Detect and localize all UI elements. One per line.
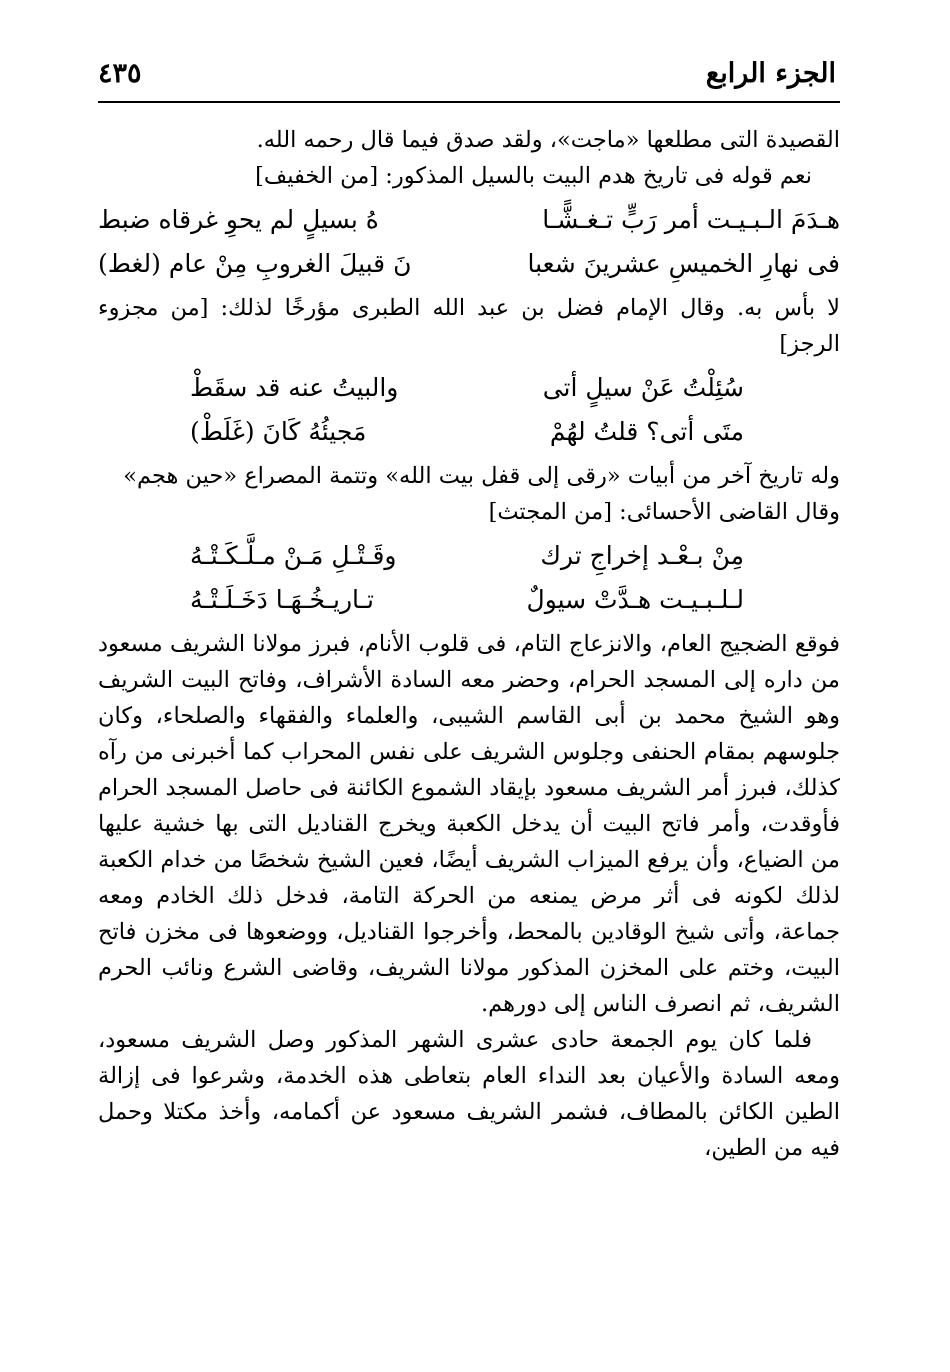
page-header [98,58,836,98]
hemistich-first: متَى أتى؟ قلتُ لهُمْ [549,417,744,446]
hemistich-second: هُ بسيلٍ لم يحوِ غرقاه ضبط [98,205,379,234]
hemistich-second: والبيتُ عنه قد سقَطْ [190,373,399,402]
poem-3 [98,534,840,622]
poem-2 [98,366,840,454]
poem-line [98,242,840,286]
paragraph-5-text: وقال القاضى الأحسائى: [619,499,840,525]
meter-label-khafif: [من الخفيف] [255,163,379,189]
paragraph-7: فلما كان يوم الجمعة حادى عشرى الشهر المذكور وصل الشريف مسعود، ومعه السادة والأعيان بعد النداء العام بتعاطى هذه الخدمة، وشرعوا فى إزالة الطين الكائن بالمطاف، فشمر الشريف مسعود عن أكمامه، وأخذ مكتلا وحمل فيه من الطين، [98,1027,840,1161]
poem-1 [98,198,840,286]
poem-line [98,410,840,454]
poem-line [98,198,840,242]
hemistich-second: وقَـتْـلِ مَـنْ مـلَّـكَـتْـهُ [190,541,397,570]
hemistich-first: لـلـبـيـت هـدَّتْ سيولٌ [526,585,744,614]
running-head: الجزء الرابع [705,58,836,89]
hemistich-first: مِنْ بـعْـد إخراجِ ترك [540,541,744,570]
paragraph-4: وله تاريخ آخر من أبيات «رقى إلى قفل بيت الله» وتتمة المصراع «حين هجم» [123,463,840,489]
hemistich-second: نَ قبيلَ الغروبِ مِنْ عام (لغط) [98,249,412,278]
hemistich-second: مَجيئُهُ كَانَ (غَلَطْ) [190,417,367,446]
hemistich-first: سُئِلْتُ عَنْ سيلٍ أتى [542,373,744,402]
paragraph-2-text: نعم قوله فى تاريخ هدم البيت بالسيل المذكور: [385,163,812,189]
hemistich-first: فى نهارِ الخميسِ عشرينَ شعبا [527,249,840,278]
paragraph-5 [98,494,840,530]
poem-line [98,366,840,410]
hemistich-second: تـاريـخُـهَـا دَخَـلَـتْـهُ [190,585,374,614]
paragraph-6: فوقع الضجيج العام، والانزعاج التام، فى قلوب الأنام، فبرز مولانا الشريف مسعود من داره إلى المسجد الحرام، وحضر معه السادة الأشراف، وفاتح البيت الشريف وهو الشيخ محمد بن أبى القاسم الشيبى، والعلماء والفقهاء والصلحاء، وكان جلوسهم بمقام الحنفى وجلوس الشريف على نفس المحراب كما أخبرنى من رآه كذلك، فبرز أمر الشريف مسعود بإيقاد الشموع الكائنة فى حاصل المسجد الحرام فأوقدت، وأمر فاتح البيت أن يدخل الكعبة ويخرج القناديل التى بها خشية عليها من الضياع، وأن يرفع الميزاب الشريف أيضًا، فعين الشيخ شخصًا من خدام الكعبة لذلك لكونه فى أثر مرض يمنعه من الحركة التامة، فدخل ذلك الخادم ومعه جماعة، وأتى شيخ الوقادين بالمحط، وأخرجوا القناديل، ووضعوها فى مخزن فاتح البيت، وختم على المخزن المذكور مولانا الشريف، وقاضى الشرع ونائب الحرم الشريف، ثم انصرف الناس إلى دورهم. [98,631,840,1017]
page-number: ٤٣٥ [98,58,142,89]
header-rule [98,101,840,103]
poem-line [98,578,840,622]
poem-line [98,534,840,578]
page-body [98,122,840,1166]
paragraph-3: لا بأس به. وقال الإمام فضل بن عبد الله الطبرى مؤرخًا لذلك: [من مجزوء الرجز] [98,295,840,357]
paragraph-2 [98,158,840,194]
hemistich-first: هـدَمَ الـبـيـت أمر رَبٍّ تـغـشًّـا [542,205,840,234]
paragraph-1: القصيدة التى مطلعها «ماجت»، ولقد صدق فيما قال رحمه الله. [256,127,840,153]
meter-label-mujtath: [من المجتث] [488,499,612,525]
